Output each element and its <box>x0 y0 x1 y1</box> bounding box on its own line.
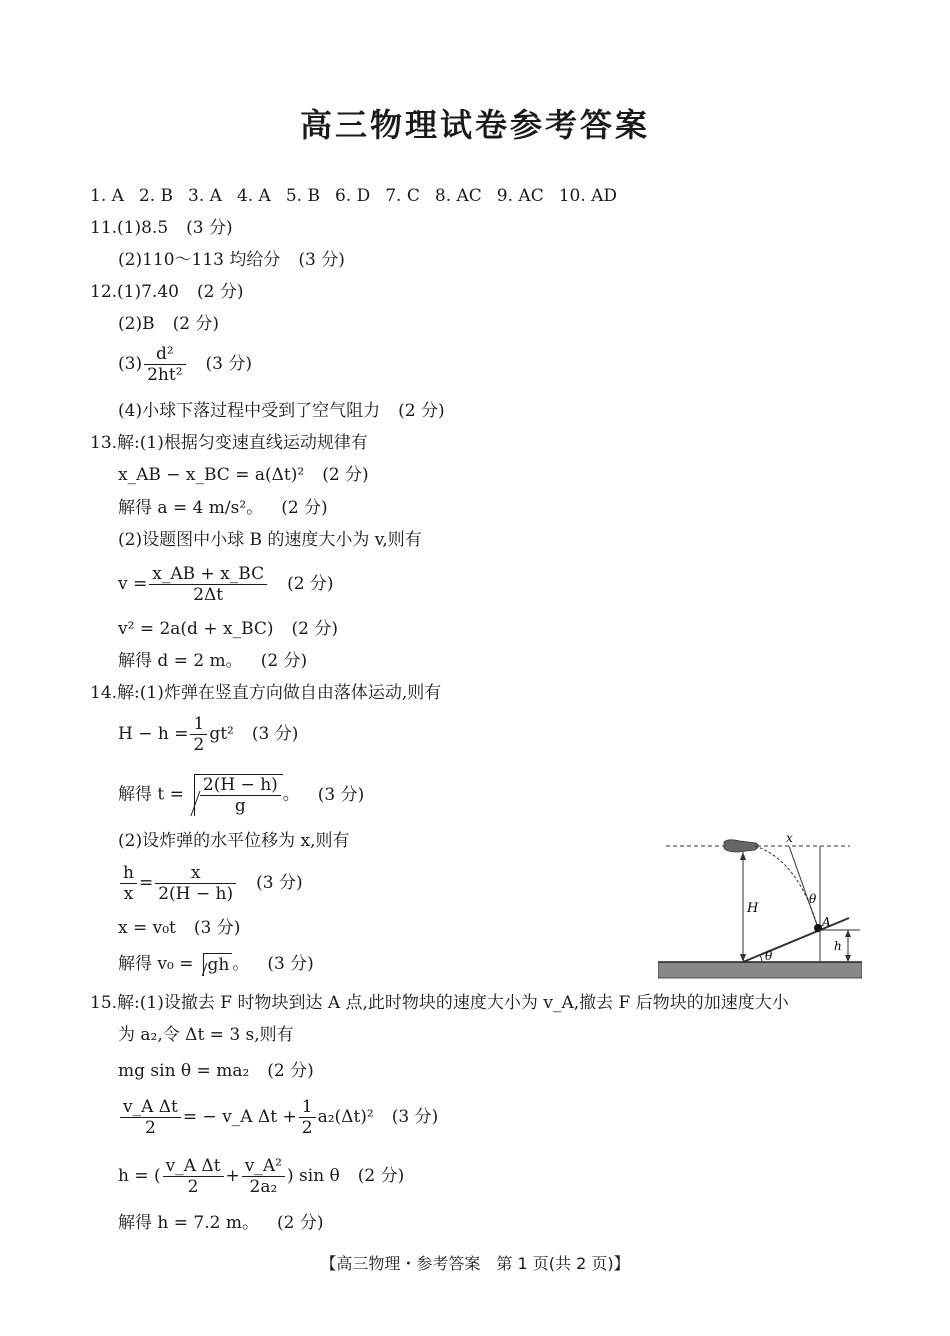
fraction: $\frac{h}{x}$ <box>120 863 137 904</box>
point-A <box>814 924 822 932</box>
label-x: x <box>786 831 793 845</box>
fraction: $\frac{2(H - h)}{g}$ <box>200 775 281 816</box>
q13-line-1: 13.解:(1)根据匀变速直线运动规律有 <box>90 433 368 453</box>
mcq-9: 9. AC <box>496 186 544 206</box>
page-title: 高三物理试卷参考答案 <box>299 106 650 144</box>
q13-line-4: (2)设题图中小球 B 的速度大小为 v,则有 <box>118 530 422 550</box>
label-A: A <box>822 915 831 929</box>
q15-line-2: 为 a₂,令 Δt = 3 s,则有 <box>118 1025 294 1045</box>
score: (2 分) <box>322 465 369 485</box>
fraction: $\frac{x\_AB + x\_BC}{2\Delta t}$ <box>149 564 267 605</box>
score: (2 分) <box>172 314 220 334</box>
score: (2 分) <box>287 574 334 594</box>
q13-line-5: v = $\frac{x\_AB + x\_BC}{2\Delta t}$ (2 分) <box>118 564 334 605</box>
score: (2 分) <box>357 1166 405 1186</box>
q14-line-5: $\frac{h}{x}$ = $\frac{x}{2(H - h)}$ (3 分) <box>118 863 303 904</box>
score: (3 分) <box>205 354 252 374</box>
score: (2 分) <box>398 401 445 421</box>
aim-line <box>789 846 818 928</box>
mcq-3: 3. A <box>188 186 222 206</box>
ground <box>658 962 862 978</box>
score: (3 分) <box>317 784 365 805</box>
score: (2 分) <box>281 498 328 518</box>
q11-line-2: (2)110～113 均给分 (3 分) <box>118 250 345 270</box>
score: (2 分) <box>267 1061 314 1081</box>
score: (2 分) <box>260 651 308 671</box>
q15-line-3: mg sin θ = ma₂ (2 分) <box>118 1061 314 1081</box>
q14-line-2: H − h = $\frac{1}{2}$ gt² (3 分) <box>118 714 299 755</box>
fraction: $\frac{\text{v\_A²}}{\text{2a₂}}$ <box>242 1156 285 1197</box>
q13-line-6: v² = 2a(d + x_BC) (2 分) <box>118 619 339 639</box>
q13-line-2: x_AB − x_BC = a(Δt)² (2 分) <box>118 465 369 485</box>
arrow-head <box>845 930 851 937</box>
q11-line-1: 11.(1)8.5 (3 分) <box>90 218 233 238</box>
label-theta-bottom: θ <box>765 949 773 963</box>
q14-line-4: (2)设炸弹的水平位移为 x,则有 <box>118 831 350 851</box>
sqrt <box>194 774 283 816</box>
score: (3 分) <box>267 954 314 974</box>
plane-shape <box>724 840 758 852</box>
mcq-7: 7. C <box>385 186 420 206</box>
mcq-6: 6. D <box>334 186 371 206</box>
q14-line-7: 解得 v₀ = gh 。 (3 分) <box>118 954 314 975</box>
mcq-8: 8. AC <box>434 186 482 206</box>
mcq-1: 1. A <box>90 186 124 206</box>
score: (2 分) <box>196 282 244 302</box>
angle-arc <box>760 955 762 962</box>
fraction: $\frac{x}{2(H - h)}$ <box>155 863 236 904</box>
page-footer: 【高三物理・参考答案 第 1 页(共 2 页)】 <box>320 1254 630 1273</box>
q12-line-4: (4)小球下落过程中受到了空气阻力 (2 分) <box>118 401 445 421</box>
arrow-head <box>845 955 851 962</box>
q15-line-1: 15.解:(1)设撤去 F 时物块到达 A 点,此时物块的速度大小为 v_A,撤去 F 后物块的加速度大小 <box>90 993 789 1013</box>
q15-line-4: $\frac{\text{v\_A Δt}}{2}$ = − v_A Δt + $\frac{1}{2}$ a₂(Δt)² (3 分) <box>118 1097 438 1138</box>
fraction: $\frac{\text{v\_A Δt}}{2}$ <box>163 1156 224 1197</box>
mcq-5: 5. B <box>285 186 320 206</box>
q15-line-5: h = ( $\frac{\text{v\_A Δt}}{2}$ + $\frac{\text{v\_A²}}{\text{2a₂}}$ ) sin θ (2 分) <box>118 1156 405 1197</box>
score: (3 分) <box>251 724 299 744</box>
q14-line-6: x = v₀t (3 分) <box>118 918 241 938</box>
q15-line-6: 解得 h = 7.2 m。 (2 分) <box>118 1213 324 1233</box>
q12-line-1: 12.(1)7.40 (2 分) <box>90 282 244 302</box>
sqrt: gh <box>203 953 232 976</box>
arrow-head <box>740 852 746 860</box>
fraction: $\frac{\text{d²}}{\text{2ht²}}$ <box>144 344 185 385</box>
q14-line-3: 解得 t = $\frac{2(H - h)}{g}$ 。 (3 分) <box>118 775 365 816</box>
bomb-trajectory-figure <box>658 830 862 982</box>
mcq-4: 4. A <box>236 186 271 206</box>
label-h: h <box>834 939 842 953</box>
trajectory-curve <box>755 846 818 928</box>
score: (3 分) <box>391 1107 439 1127</box>
score: (3 分) <box>193 918 241 938</box>
score: (3 分) <box>298 250 345 270</box>
label-theta-top: θ <box>809 892 817 906</box>
score: (2 分) <box>276 1213 324 1233</box>
q13-line-3: 解得 a = 4 m/s²。 (2 分) <box>118 498 328 518</box>
fraction: $\frac{\text{v\_A Δt}}{2}$ <box>120 1097 181 1138</box>
label-H: H <box>747 901 759 916</box>
fraction: $\frac{1}{2}$ <box>299 1097 316 1138</box>
score: (3 分) <box>256 873 303 893</box>
mcq-answers <box>90 185 632 207</box>
mcq-10: 10. AD <box>558 186 618 206</box>
score: (3 分) <box>186 218 233 238</box>
score: (2 分) <box>291 619 339 639</box>
mcq-2: 2. B <box>138 186 174 206</box>
q12-line-3: (3) $\frac{\text{d²}}{\text{2ht²}}$ (3 分) <box>118 344 252 385</box>
q14-line-1: 14.解:(1)炸弹在竖直方向做自由落体运动,则有 <box>90 683 442 703</box>
q13-line-7: 解得 d = 2 m。 (2 分) <box>118 651 308 671</box>
q12-line-2: (2)B (2 分) <box>118 314 220 334</box>
fraction: $\frac{1}{2}$ <box>190 714 207 755</box>
